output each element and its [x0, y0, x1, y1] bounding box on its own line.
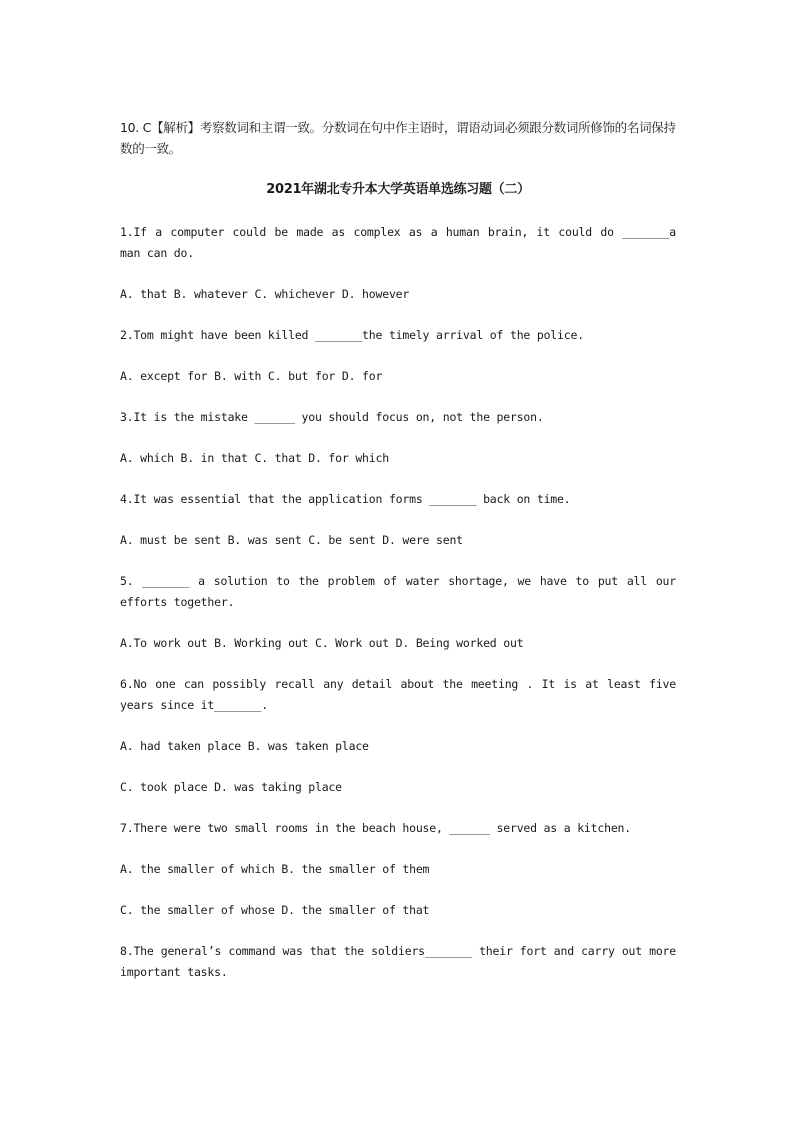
question-3-options: A. which B. in that C. that D. for which	[120, 451, 389, 465]
question-7: 7.There were two small rooms in the beach house, ______ served as a kitchen.	[120, 821, 631, 835]
section-title: 2021年湖北专升本大学英语单选练习题（二）	[266, 182, 530, 197]
document-content	[120, 117, 676, 1003]
question-4: 4.It was essential that the application forms _______ back on time.	[120, 492, 571, 506]
question-8: 8.The general’s command was that the soldiers_______ their fort and carry out more important tasks.	[120, 944, 676, 979]
question-1-options: A. that B. whatever C. whichever D. however	[120, 287, 410, 301]
question-6-options-cd: C. took place D. was taking place	[120, 780, 342, 794]
question-2-options: A. except for B. with C. but for D. for	[120, 369, 383, 383]
question-1: 1.If a computer could be made as complex as a human brain, it could do _______a man can do.	[120, 225, 676, 260]
question-6-options-ab: A. had taken place B. was taken place	[120, 739, 369, 753]
answer-explanation: 10. C【解析】考察数词和主谓一致。分数词在句中作主语时，谓语动词必须跟分数词所修饰的名词保持数的一致。	[120, 120, 676, 156]
question-5: 5. _______ a solution to the problem of water shortage, we have to put all our efforts together.	[120, 574, 676, 609]
question-7-options-ab: A. the smaller of which B. the smaller of them	[120, 862, 430, 876]
question-6: 6.No one can possibly recall any detail about the meeting . It is at least five years since it_______.	[120, 677, 676, 712]
question-4-options: A. must be sent B. was sent C. be sent D. were sent	[120, 533, 463, 547]
question-3: 3.It is the mistake ______ you should focus on, not the person.	[120, 410, 544, 424]
question-5-options: A.To work out B. Working out C. Work out D. Being worked out	[120, 636, 524, 650]
question-2: 2.Tom might have been killed _______the timely arrival of the police.	[120, 328, 584, 342]
question-7-options-cd: C. the smaller of whose D. the smaller of that	[120, 903, 430, 917]
